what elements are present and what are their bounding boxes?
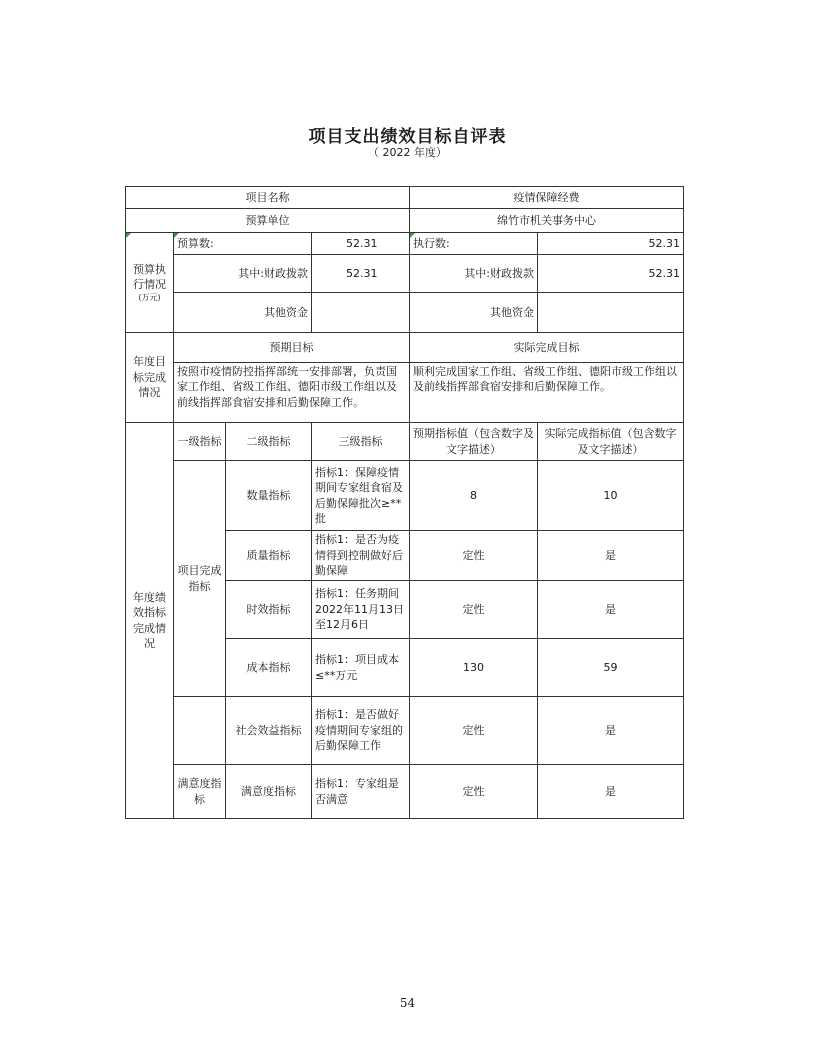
- project-name-value: 疫情保障经费: [410, 187, 684, 209]
- budget-section-label: [126, 233, 174, 333]
- actual-value-cell: 是: [538, 765, 684, 819]
- expected-value-cell: 定性: [410, 765, 538, 819]
- indicator-header-row: [126, 423, 684, 461]
- exec-other-label: 其他资金: [410, 293, 538, 333]
- evaluation-table: [125, 186, 684, 819]
- indicator-row: [126, 697, 684, 765]
- group-project-completion: 项目完成指标: [174, 461, 226, 697]
- budget-total-label: 预算数:: [174, 233, 312, 255]
- actual-value-cell: 59: [538, 639, 684, 697]
- level2-cell: 成本指标: [226, 639, 312, 697]
- budget-unit-row: [126, 209, 684, 233]
- level2-cell: 质量指标: [226, 531, 312, 581]
- exec-fiscal-value: 52.31: [538, 255, 684, 293]
- goals-content-row: [126, 363, 684, 423]
- budget-total-row: [126, 233, 684, 255]
- level3-cell: 指标1：是否做好疫情期间专家组的后勤保障工作: [312, 697, 410, 765]
- budget-fiscal-value: 52.31: [312, 255, 410, 293]
- level2-cell: 时效指标: [226, 581, 312, 639]
- page-number: 54: [399, 996, 416, 1010]
- level2-cell: 满意度指标: [226, 765, 312, 819]
- exec-fiscal-label: 其中:财政拨款: [410, 255, 538, 293]
- budget-other-value: [312, 293, 410, 333]
- actual-value-cell: 是: [538, 697, 684, 765]
- budget-other-label: 其他资金: [174, 293, 312, 333]
- exec-total-value: 52.31: [538, 233, 684, 255]
- goals-actual-header: 实际完成目标: [410, 333, 684, 363]
- level3-cell: 指标1：任务期间2022年11月13日至12月6日: [312, 581, 410, 639]
- header-actual: 实际完成指标值（包含数字及文字描述）: [538, 423, 684, 461]
- budget-fiscal-label: 其中:财政拨款: [174, 255, 312, 293]
- goals-header-row: [126, 333, 684, 363]
- expected-value-cell: 定性: [410, 581, 538, 639]
- header-expected: 预期指标值（包含数字及文字描述）: [410, 423, 538, 461]
- actual-value-cell: 是: [538, 581, 684, 639]
- budget-other-row: [126, 293, 684, 333]
- header-level1: 一级指标: [174, 423, 226, 461]
- goals-section-label: 年度目标完成情况: [126, 333, 174, 423]
- actual-value-cell: 10: [538, 461, 684, 531]
- budget-unit-value: 绵竹市机关事务中心: [410, 209, 684, 233]
- level3-cell: 指标1：是否为疫情得到控制做好后勤保障: [312, 531, 410, 581]
- budget-fiscal-row: [126, 255, 684, 293]
- group-effect-empty: [174, 697, 226, 765]
- budget-total-value: 52.31: [312, 233, 410, 255]
- goals-actual-text: 顺利完成国家工作组、省级工作组、德阳市级工作组以及前线指挥部食宿安排和后勤保障工作。: [410, 363, 684, 423]
- indicators-section-label: 年度绩效指标完成情况: [126, 423, 174, 819]
- budget-section-title: 预算执行情况: [133, 262, 166, 291]
- group-satisfaction: 满意度指标: [174, 765, 226, 819]
- goals-expected-header: 预期目标: [174, 333, 410, 363]
- document-subtitle: （ 2022 年度）: [368, 146, 447, 159]
- expected-value-cell: 8: [410, 461, 538, 531]
- level3-cell: 指标1：保障疫情期间专家组食宿及后勤保障批次≥**批: [312, 461, 410, 531]
- level2-cell: 社会效益指标: [226, 697, 312, 765]
- level3-cell: 指标1：专家组是否满意: [312, 765, 410, 819]
- budget-section-unit: (万元): [138, 293, 161, 303]
- header-level3: 三级指标: [312, 423, 410, 461]
- indicator-row: [126, 765, 684, 819]
- expected-value-cell: 定性: [410, 697, 538, 765]
- indicator-row: [126, 461, 684, 531]
- document-title: 项目支出绩效目标自评表: [308, 127, 507, 147]
- project-name-row: [126, 187, 684, 209]
- budget-unit-label: 预算单位: [126, 209, 410, 233]
- exec-total-label: 执行数:: [410, 233, 538, 255]
- level3-cell: 指标1：项目成本≤**万元: [312, 639, 410, 697]
- level2-cell: 数量指标: [226, 461, 312, 531]
- project-name-label: 项目名称: [126, 187, 410, 209]
- actual-value-cell: 是: [538, 531, 684, 581]
- exec-other-value: [538, 293, 684, 333]
- expected-value-cell: 130: [410, 639, 538, 697]
- goals-expected-text: 按照市疫情防控指挥部统一安排部署，负责国家工作组、省级工作组、德阳市级工作组以及前线指挥部食宿安排和后勤保障工作。: [174, 363, 410, 423]
- header-level2: 二级指标: [226, 423, 312, 461]
- expected-value-cell: 定性: [410, 531, 538, 581]
